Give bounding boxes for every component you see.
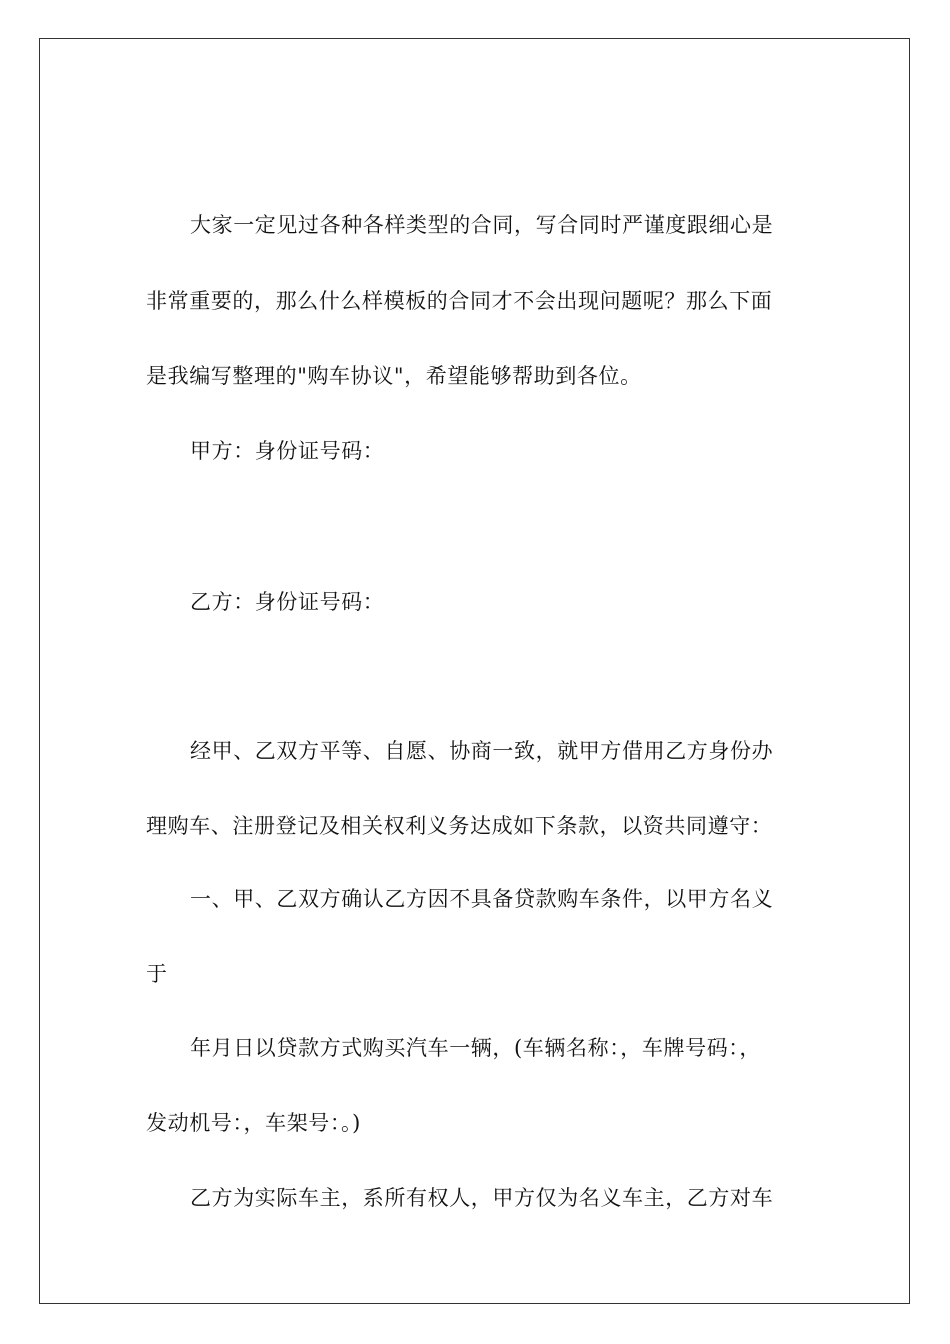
preamble-line-2: 理购车、注册登记及相关权利义务达成如下条款，以资共同遵守： — [146, 814, 773, 838]
party-a-line: 甲方：身份证号码： — [190, 439, 385, 463]
clause-1-line-2: 于 — [146, 962, 168, 986]
party-b-line: 乙方：身份证号码： — [190, 590, 385, 614]
intro-line-2: 非常重要的，那么什么样模板的合同才不会出现问题呢？那么下面 — [146, 289, 773, 313]
preamble-line-1: 经甲、乙双方平等、自愿、协商一致，就甲方借用乙方身份办 — [190, 739, 774, 763]
clause-1-line-3: 年月日以贷款方式购买汽车一辆，(车辆名称：，车牌号码：， — [190, 1036, 761, 1060]
clause-1-line-5: 乙方为实际车主，系所有权人，甲方仅为名义车主，乙方对车 — [190, 1186, 774, 1210]
intro-line-3: 是我编写整理的"购车协议"，希望能够帮助到各位。 — [146, 364, 642, 388]
intro-line-1: 大家一定见过各种各样类型的合同，写合同时严谨度跟细心是 — [190, 213, 774, 237]
clause-1-line-1: 一、甲、乙双方确认乙方因不具备贷款购车条件，以甲方名义 — [190, 887, 774, 911]
clause-1-line-4: 发动机号：，车架号：。) — [146, 1111, 361, 1135]
